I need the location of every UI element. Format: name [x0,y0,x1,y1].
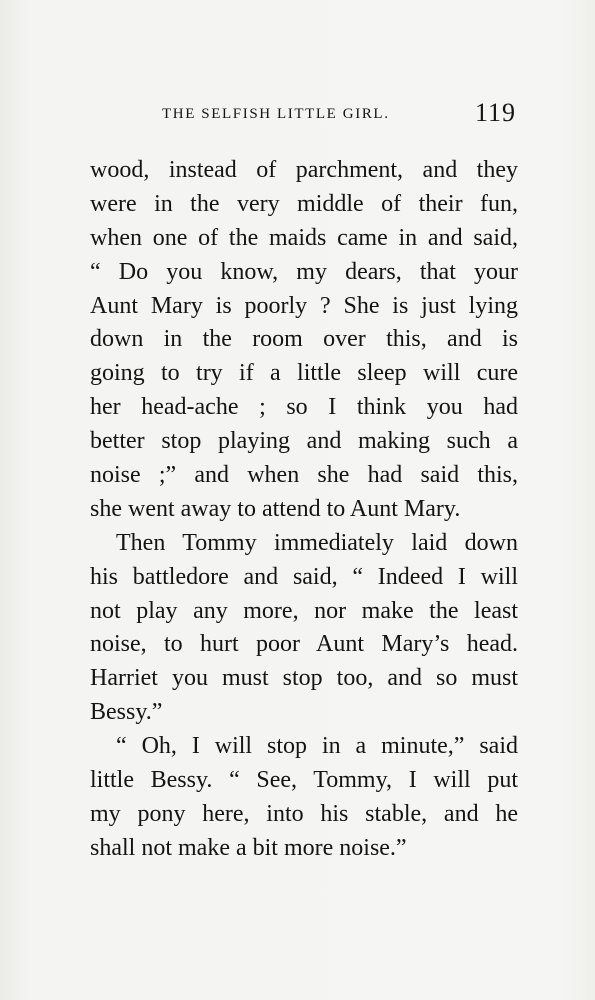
text-line: noise ;” and when she had said this, [90,462,518,489]
text-line: going to try if a little sleep will cure [90,360,518,387]
text-line: she went away to attend to Aunt Mary. [90,495,461,522]
text-line: down in the room over this, and is [90,326,518,353]
text-line: shall not make a bit more noise.” [90,834,407,861]
text-line: his battledore and said, “ Indeed I will [90,563,518,590]
text-line: Harriet you must stop too, and so must [90,665,518,692]
text-line: wood, instead of parchment, and they [90,157,518,183]
running-title: THE SELFISH LITTLE GIRL. [162,106,390,122]
text-line: “ Do you know, my dears, that your [90,258,518,285]
text-line: little Bessy. “ See, Tommy, I will put [90,767,518,794]
text-line: her head-ache ; so I think you had [90,394,518,421]
text-line: Bessy.” [90,699,163,726]
text-line: “ Oh, I will stop in a minute,” said [116,733,518,760]
text-line: noise, to hurt poor Aunt Mary’s head. [90,631,518,658]
body-text [90,154,518,866]
text-line: Aunt Mary is poorly ? She is just lying [90,292,518,319]
text-line: were in the very middle of their fun, [90,190,518,217]
running-head [90,98,518,134]
text-line: better stop playing and making such a [90,428,518,455]
page-number: 119 [474,98,516,127]
text-line: not play any more, nor make the least [90,597,518,624]
text-line: Then Tommy immediately laid down [116,529,518,556]
text-line: when one of the maids came in and said, [90,224,518,251]
text-line: my pony here, into his stable, and he [90,800,518,827]
